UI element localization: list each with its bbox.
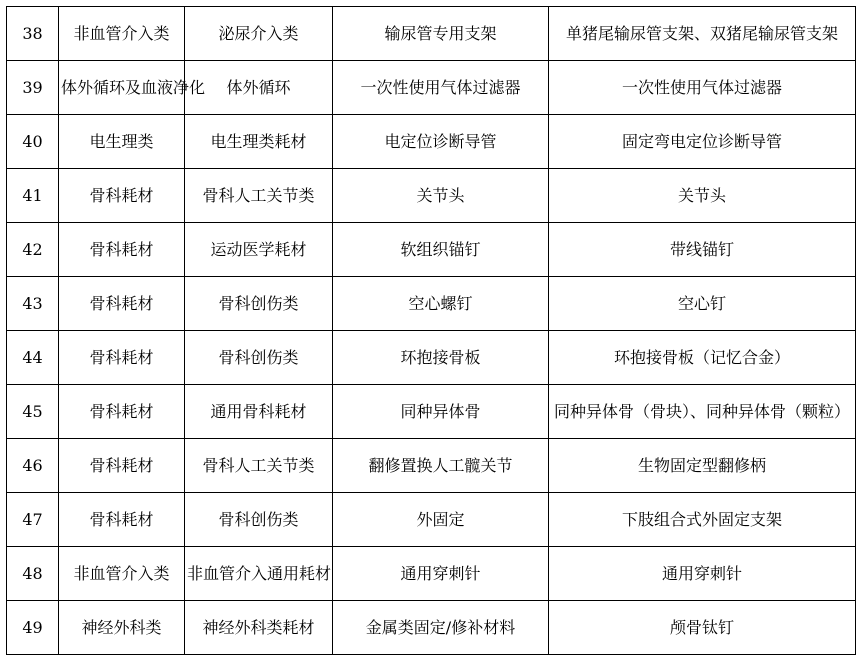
product-name-cell — [549, 169, 856, 223]
table-row — [7, 385, 856, 439]
tertiary-category-text: 同种异体骨 — [400, 401, 481, 421]
row-number-cell — [7, 493, 59, 547]
row-number-text: 42 — [22, 239, 43, 259]
secondary-category-text: 骨科人工关节类 — [202, 455, 315, 475]
tertiary-category-cell — [333, 7, 549, 61]
row-number-text: 38 — [22, 23, 43, 43]
row-number-text: 41 — [22, 185, 43, 205]
row-number-cell — [7, 61, 59, 115]
product-name-text: 生物固定型翻修柄 — [637, 455, 766, 475]
tertiary-category-cell — [333, 223, 549, 277]
product-name-text: 关节头 — [677, 185, 726, 205]
secondary-category-cell — [185, 61, 333, 115]
tertiary-category-text: 翻修置换人工髋关节 — [368, 455, 513, 475]
product-name-cell — [549, 331, 856, 385]
row-number-cell — [7, 331, 59, 385]
catalog-table-body — [7, 7, 856, 655]
primary-category-text: 非血管介入类 — [73, 563, 170, 583]
table-row — [7, 331, 856, 385]
primary-category-text: 体外循环及血液净化 — [61, 77, 206, 97]
table-row — [7, 547, 856, 601]
secondary-category-text: 通用骨科耗材 — [210, 401, 307, 421]
secondary-category-text: 神经外科类耗材 — [202, 617, 315, 637]
product-name-cell — [549, 223, 856, 277]
secondary-category-text: 骨科人工关节类 — [202, 185, 315, 205]
primary-category-text: 骨科耗材 — [89, 185, 154, 205]
tertiary-category-cell — [333, 115, 549, 169]
primary-category-text: 骨科耗材 — [89, 239, 154, 259]
row-number-text: 48 — [22, 563, 43, 583]
tertiary-category-cell — [333, 601, 549, 655]
row-number-cell — [7, 223, 59, 277]
tertiary-category-cell — [333, 439, 549, 493]
product-name-cell — [549, 7, 856, 61]
row-number-cell — [7, 547, 59, 601]
product-name-text: 固定弯电定位诊断导管 — [621, 131, 782, 151]
primary-category-cell — [59, 385, 185, 439]
secondary-category-cell — [185, 277, 333, 331]
secondary-category-text: 电生理类耗材 — [210, 131, 307, 151]
primary-category-cell — [59, 61, 206, 115]
secondary-category-text: 骨科创伤类 — [218, 293, 299, 313]
tertiary-category-cell — [333, 331, 549, 385]
table-row — [7, 223, 856, 277]
tertiary-category-cell — [333, 493, 549, 547]
tertiary-category-text: 输尿管专用支架 — [384, 23, 497, 43]
product-name-text: 通用穿刺针 — [661, 563, 742, 583]
product-name-cell — [549, 61, 856, 115]
tertiary-category-text: 金属类固定/修补材料 — [365, 617, 516, 637]
primary-category-cell — [59, 7, 185, 61]
secondary-category-cell — [185, 115, 333, 169]
table-row — [7, 115, 856, 169]
tertiary-category-text: 软组织锚钉 — [400, 239, 481, 259]
primary-category-text: 电生理类 — [89, 131, 154, 151]
tertiary-category-cell — [333, 547, 549, 601]
secondary-category-text: 运动医学耗材 — [210, 239, 307, 259]
tertiary-category-text: 关节头 — [416, 185, 465, 205]
tertiary-category-text: 一次性使用气体过滤器 — [360, 77, 521, 97]
product-name-text: 环抱接骨板（记忆合金） — [613, 347, 790, 367]
table-row — [7, 601, 856, 655]
secondary-category-cell — [185, 223, 333, 277]
secondary-category-cell — [185, 385, 333, 439]
product-name-cell — [549, 385, 856, 439]
secondary-category-text: 体外循环 — [226, 77, 291, 97]
primary-category-cell — [59, 277, 185, 331]
tertiary-category-text: 通用穿刺针 — [400, 563, 481, 583]
row-number-cell — [7, 7, 59, 61]
row-number-text: 45 — [22, 401, 43, 421]
row-number-cell — [7, 439, 59, 493]
primary-category-cell — [59, 439, 185, 493]
primary-category-text: 非血管介入类 — [73, 23, 170, 43]
primary-category-text: 骨科耗材 — [89, 293, 154, 313]
primary-category-text: 骨科耗材 — [89, 347, 154, 367]
primary-category-cell — [59, 331, 185, 385]
tertiary-category-cell — [333, 385, 549, 439]
secondary-category-cell — [185, 601, 333, 655]
tertiary-category-text: 电定位诊断导管 — [384, 131, 497, 151]
primary-category-text: 骨科耗材 — [89, 401, 154, 421]
primary-category-cell — [59, 169, 185, 223]
table-row — [7, 439, 856, 493]
primary-category-text: 骨科耗材 — [89, 455, 154, 475]
product-name-text: 下肢组合式外固定支架 — [621, 509, 782, 529]
row-number-cell — [7, 115, 59, 169]
row-number-text: 44 — [22, 347, 43, 367]
primary-category-cell — [59, 493, 185, 547]
product-name-cell — [549, 547, 856, 601]
primary-category-text: 神经外科类 — [81, 617, 162, 637]
row-number-text: 39 — [22, 77, 43, 97]
row-number-text: 47 — [22, 509, 43, 529]
row-number-cell — [7, 601, 59, 655]
product-name-text: 带线锚钉 — [669, 239, 734, 259]
product-name-cell — [549, 601, 856, 655]
row-number-cell — [7, 385, 59, 439]
product-name-cell — [549, 115, 856, 169]
primary-category-cell — [59, 223, 185, 277]
row-number-cell — [7, 277, 59, 331]
product-name-cell — [549, 493, 856, 547]
tertiary-category-cell — [333, 169, 549, 223]
tertiary-category-text: 空心螺钉 — [408, 293, 473, 313]
secondary-category-cell — [185, 331, 333, 385]
primary-category-cell — [59, 547, 185, 601]
product-name-text: 空心钉 — [677, 293, 726, 313]
row-number-text: 43 — [22, 293, 43, 313]
table-row — [7, 169, 856, 223]
secondary-category-text: 非血管介入通用耗材 — [187, 563, 332, 583]
secondary-category-text: 泌尿介入类 — [218, 23, 299, 43]
tertiary-category-text: 外固定 — [416, 509, 465, 529]
row-number-text: 46 — [22, 455, 43, 475]
table-row — [7, 61, 856, 115]
tertiary-category-cell — [333, 61, 549, 115]
tertiary-category-text: 环抱接骨板 — [400, 347, 481, 367]
consumables-catalog-table — [6, 6, 856, 655]
secondary-category-text: 骨科创伤类 — [218, 347, 299, 367]
secondary-category-cell — [185, 547, 333, 601]
product-name-text: 同种异体骨（骨块）、同种异体骨（颗粒） — [553, 401, 850, 421]
row-number-text: 40 — [22, 131, 43, 151]
table-row — [7, 7, 856, 61]
product-name-text: 单猪尾输尿管支架、双猪尾输尿管支架 — [565, 23, 838, 43]
product-name-text: 颅骨钛钉 — [669, 617, 734, 637]
secondary-category-cell — [185, 439, 333, 493]
primary-category-cell — [59, 115, 185, 169]
tertiary-category-cell — [333, 277, 549, 331]
row-number-cell — [7, 169, 59, 223]
secondary-category-cell — [185, 7, 333, 61]
row-number-text: 49 — [22, 617, 43, 637]
secondary-category-cell — [185, 169, 333, 223]
primary-category-text: 骨科耗材 — [89, 509, 154, 529]
primary-category-cell — [59, 601, 185, 655]
product-name-cell — [549, 439, 856, 493]
table-row — [7, 493, 856, 547]
product-name-text: 一次性使用气体过滤器 — [621, 77, 782, 97]
secondary-category-cell — [185, 493, 333, 547]
product-name-cell — [549, 277, 856, 331]
table-row — [7, 277, 856, 331]
secondary-category-text: 骨科创伤类 — [218, 509, 299, 529]
